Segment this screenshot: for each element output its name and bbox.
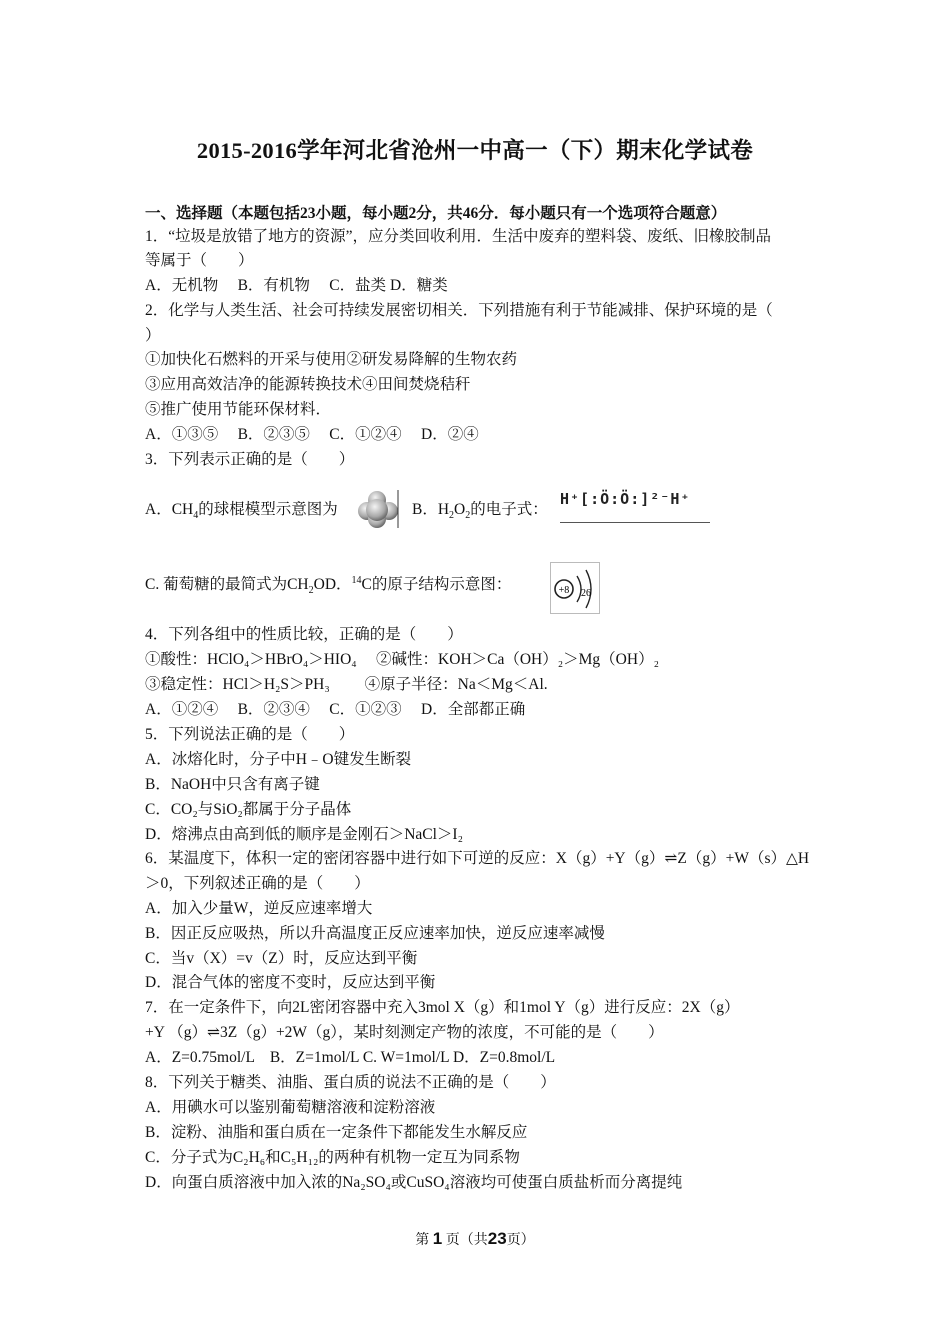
q5-option-a: A．冰熔化时，分子中H﹣O键发生断裂 <box>145 751 412 768</box>
q3-a-sub: 4 <box>193 510 199 522</box>
footer-pre: 第 <box>415 1233 430 1248</box>
q5-option-c: C．CO₂与SiO₂都属于分子晶体 <box>145 801 352 818</box>
ch4-ball-model-image <box>355 488 401 530</box>
q6-option-d: D．混合气体的密度不变时，反应达到平衡 <box>145 974 436 991</box>
h2o2-electron-formula-image <box>560 490 710 523</box>
page-title: 2015-2016学年河北省沧州一中高一（下）期末化学试卷 <box>196 138 754 163</box>
q2-item2: ③应用高效洁净的能源转换技术④田间焚烧秸秆 <box>145 376 471 393</box>
q1-options: A．无机物 B．有机物 C．盐类 D．糖类 <box>145 277 448 294</box>
q3-b-text2: 的电子式： <box>470 501 548 518</box>
section-heading: 一、选择题（本题包括23小题，每小题2分，共46分．每小题只有一个选项符合题意） <box>145 205 727 222</box>
carbon-atom-structure-image <box>550 562 600 614</box>
q3-d-text: C的原子结构示意图： <box>361 576 512 593</box>
q6-option-a: A．加入少量W，逆反应速率增大 <box>145 900 373 917</box>
q2-line2: ） <box>145 327 161 344</box>
q5-stem: 5．下列说法正确的是（ ） <box>145 726 355 743</box>
q3-c-text2: OD． <box>313 576 352 593</box>
q7-options: A．Z=0.75mol/L B．Z=1mol/L C. W=1mol/L D．Z=0.8mol/L <box>145 1049 556 1066</box>
q6-line1: 6．某温度下，体积一定的密闭容器中进行如下可逆的反应：X（g）+Y（g）⇌Z（g）+W（s）△H <box>145 850 810 867</box>
q8-option-a: A．用碘水可以鉴别葡萄糖溶液和淀粉溶液 <box>145 1099 436 1116</box>
footer-mid: 页（共 <box>445 1233 488 1248</box>
q2-item1: ①加快化石燃料的开采与使用②研发易降解的生物农药 <box>145 351 518 368</box>
footer-total-pages: 23 <box>487 1229 507 1248</box>
q6-line2: ＞0，下列叙述正确的是（ ） <box>145 875 370 892</box>
q3-b-text: B．H <box>412 501 450 518</box>
q3-d-sup: 14 <box>351 574 362 586</box>
footer-page-number: 1 <box>432 1229 443 1248</box>
q8-option-b: B．淀粉、油脂和蛋白质在一定条件下都能发生水解反应 <box>145 1124 528 1141</box>
q2-line1: 2．化学与人类生活、社会可持续发展密切相关．下列措施有利于节能减排、保护环境的是（ <box>145 302 773 319</box>
h2o2-formula-text: H⁺[:Ö:Ö:]²⁻H⁺ <box>560 490 691 508</box>
q2-item3: ⑤推广使用节能环保材料． <box>145 401 332 418</box>
q3-stem: 3．下列表示正确的是（ ） <box>145 451 355 468</box>
q1-line2: 等属于（ ） <box>145 252 254 269</box>
q7-line1: 7．在一定条件下，向2L密闭容器中充入3mol X（g）和1mol Y（g）进行反应：2X（g） <box>145 999 740 1016</box>
q3-b-o: O <box>454 501 466 518</box>
q3-option-b <box>412 500 548 520</box>
q3-b-sub1: 2 <box>449 510 455 522</box>
q5-option-b: B．NaOH中只含有离子键 <box>145 776 320 793</box>
q5-option-d: D．熔沸点由高到低的顺序是金刚石＞NaCl＞I₂ <box>145 826 463 843</box>
q4-item1: ①酸性：HClO₄＞HBrO₄＞HIO₄ ②碱性：KOH＞Ca（OH）₂＞Mg（OH）₂ <box>145 651 659 668</box>
footer-post: 页） <box>506 1233 535 1248</box>
q3-option-a <box>145 500 338 520</box>
q3-c-sub: 2 <box>308 585 314 597</box>
q7-line2: +Y （g）⇌3Z（g）+2W（g），某时刻测定产物的浓度，不可能的是（ ） <box>145 1024 664 1041</box>
q4-options: A．①②④ B．②③④ C．①②③ D．全部都正确 <box>145 701 526 718</box>
q6-option-b: B．因正反应吸热，所以升高温度正反应速率加快，逆反应速率减慢 <box>145 925 605 942</box>
q4-stem: 4．下列各组中的性质比较，正确的是（ ） <box>145 626 463 643</box>
q2-options: A．①③⑤ B．②③⑤ C．①②④ D．②④ <box>145 426 479 443</box>
q3-a-text2: 的球棍模型示意图为 <box>198 501 338 518</box>
page-footer <box>0 1229 950 1249</box>
atom-shell-labels: 26 <box>581 588 591 599</box>
atom-nucleus-label: +8 <box>558 585 570 596</box>
q4-item2: ③稳定性：HCl＞H₂S＞PH₃ ④原子半径：Na＜Mg＜Al. <box>145 676 548 693</box>
q3-b-sub2: 2 <box>465 510 471 522</box>
q1-line1: 1．“垃圾是放错了地方的资源”，应分类回收利用．生活中废弃的塑料袋、废纸、旧橡胶制品 <box>145 228 772 245</box>
q3-a-text: A．CH <box>145 501 194 518</box>
q8-stem: 8．下列关于糖类、油脂、蛋白质的说法不正确的是（ ） <box>145 1074 556 1091</box>
q6-option-c: C．当v（X）=v（Z）时，反应达到平衡 <box>145 950 418 967</box>
q3-option-cd <box>145 575 511 595</box>
q3-c-text: C. 葡萄糖的最简式为CH <box>145 576 309 593</box>
q8-option-c: C．分子式为C₂H₆和C₅H₁₂的两种有机物一定互为同系物 <box>145 1149 520 1166</box>
q8-option-d: D．向蛋白质溶液中加入浓的Na₂SO₄或CuSO₄溶液均可使蛋白质盐析而分离提纯 <box>145 1174 683 1191</box>
